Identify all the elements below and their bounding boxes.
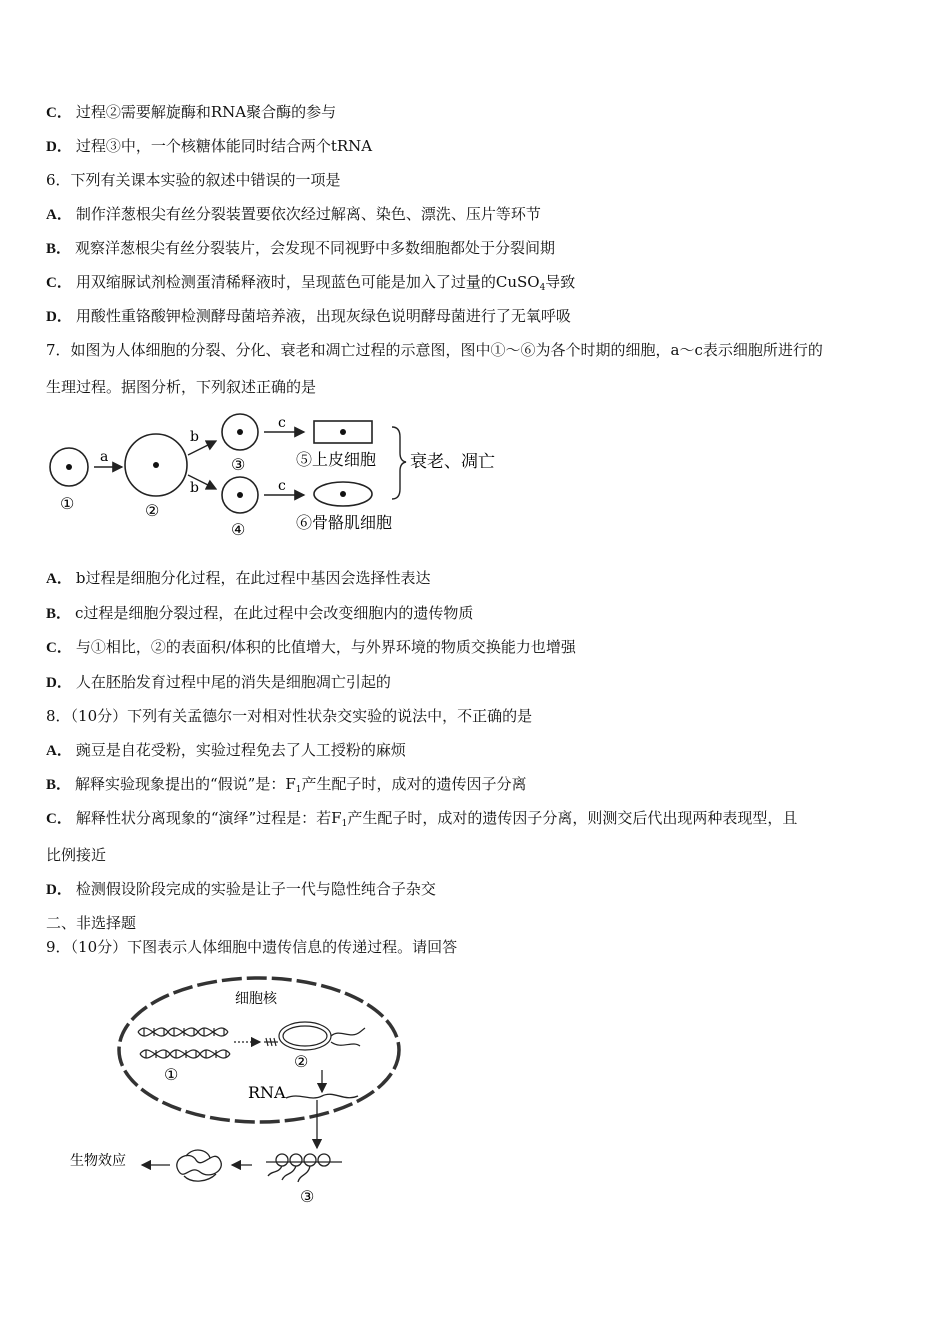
option-letter: C．: [46, 275, 72, 291]
cell-3: [222, 414, 258, 450]
option-letter: B．: [46, 241, 72, 257]
option-text: 过程②需要解旋酶和RNA聚合酶的参与: [75, 103, 337, 121]
brace: [392, 427, 406, 499]
option-text: 过程③中，一个核糖体能同时结合两个tRNA: [75, 137, 373, 155]
option-letter: D．: [46, 882, 72, 898]
option-text: 人在胚胎发育过程中尾的消失是细胞凋亡引起的: [75, 673, 391, 691]
label-2: ②: [294, 1052, 309, 1071]
option-text: 检测假设阶段完成的实验是让子一代与隐性纯合子杂交: [75, 880, 436, 898]
arrow-a-label: a: [100, 449, 109, 465]
option-letter: A．: [46, 743, 72, 759]
option-letter: B．: [46, 606, 72, 622]
option-letter: A．: [46, 571, 72, 587]
cell-fate-diagram: [40, 405, 520, 545]
subscript: 1: [295, 785, 302, 795]
q8-option-c: [46, 808, 797, 834]
option-text: 制作洋葱根尖有丝分裂装置要依次经过解离、染色、漂洗、压片等环节: [75, 205, 541, 223]
cell-1: [50, 448, 88, 486]
q5-option-c: [46, 102, 336, 123]
cell-1-label: ①: [60, 494, 75, 513]
option-text: 观察洋葱根尖有丝分裂装片，会发现不同视野中多数细胞都处于分裂间期: [75, 239, 556, 257]
option-letter: A．: [46, 207, 72, 223]
cell-4: [222, 477, 258, 513]
subscript: 4: [539, 283, 546, 293]
label-1: ①: [164, 1065, 179, 1084]
replication-bubble: [264, 1022, 365, 1050]
option-text: 解释实验现象提出的“假说”是：F: [75, 775, 296, 793]
option-letter: C．: [46, 811, 72, 827]
translation-ribosomes: [266, 1154, 342, 1182]
cell-5-epithelial: [314, 421, 372, 443]
section-title: 二、非选择题: [46, 914, 137, 932]
cell-3-label: ③: [231, 455, 246, 474]
arrow-c-upper-label: c: [278, 415, 286, 431]
option-letter: B．: [46, 777, 72, 793]
option-letter: D．: [46, 309, 72, 325]
label-3: ③: [300, 1187, 315, 1206]
q6-option-a: [46, 204, 541, 225]
q8-option-d: [46, 879, 436, 900]
q6-option-b: [46, 238, 555, 259]
cell-5-label: ⑤上皮细胞: [296, 450, 377, 469]
q8-stem: 8．（10分）下列有关孟德尔一对相对性状杂交实验的说法中，不正确的是: [46, 707, 533, 725]
q5-option-d: [46, 136, 372, 157]
q8-option-a: [46, 740, 406, 761]
rna-strand: [286, 1094, 358, 1098]
q9-stem: 9．（10分）下图表示人体细胞中遗传信息的传递过程。请回答: [46, 938, 458, 956]
nucleus-label: 细胞核: [235, 991, 277, 1007]
q6-option-d: [46, 306, 571, 327]
folded-protein: [177, 1150, 222, 1181]
q7-option-a: [46, 568, 430, 589]
arrow-b-upper-label: b: [190, 429, 199, 445]
subscript: 1: [341, 819, 348, 829]
gene-expression-diagram: [60, 970, 420, 1215]
option-letter: C．: [46, 640, 72, 656]
q7-option-c: [46, 637, 576, 658]
effect-label: 生物效应: [70, 1153, 126, 1169]
option-text: 用双缩脲试剂检测蛋清稀释液时，呈现蓝色可能是加入了过量的CuSO: [75, 273, 540, 291]
q7-stem-line2: 生理过程。据图分析，下列叙述正确的是: [46, 378, 317, 396]
option-text: c过程是细胞分裂过程，在此过程中会改变细胞内的遗传物质: [75, 604, 474, 622]
option-text: 解释性状分离现象的“演绎”过程是：若F: [75, 809, 342, 827]
cell-6-muscle: [314, 482, 372, 506]
q7-option-b: [46, 603, 473, 624]
option-letter: D．: [46, 139, 72, 155]
arrow-c-lower-label: c: [278, 478, 286, 494]
q7-stem-line1: 7．如图为人体细胞的分裂、分化、衰老和凋亡过程的示意图，图中①～⑥为各个时期的细胞，a～c表示细胞所进行的: [46, 341, 823, 359]
fate-label: 衰老、凋亡: [410, 452, 495, 472]
cell-2-label: ②: [145, 501, 160, 520]
dna-double-helix: [138, 1028, 230, 1058]
option-text-tail: 导致: [545, 273, 576, 291]
cell-6-label: ⑥骨骼肌细胞: [296, 513, 393, 532]
option-letter: C．: [46, 105, 72, 121]
rna-label: RNA: [248, 1083, 286, 1102]
option-text: 与①相比，②的表面积/体积的比值增大，与外界环境的物质交换能力也增强: [75, 638, 576, 656]
q8-option-c-line2: 比例接近: [46, 846, 107, 864]
q7-option-d: [46, 672, 391, 693]
cell-2: [125, 434, 187, 496]
q6-option-c: [46, 272, 575, 298]
option-text-tail: 产生配子时，成对的遗传因子分离: [301, 775, 527, 793]
cell-4-label: ④: [231, 520, 246, 539]
option-text: b过程是细胞分化过程，在此过程中基因会选择性表达: [75, 569, 431, 587]
option-text-tail: 产生配子时，成对的遗传因子分离，则测交后代出现两种表现型，且: [347, 809, 798, 827]
option-text: 豌豆是自花受粉，实验过程免去了人工授粉的麻烦: [75, 741, 406, 759]
q6-stem: 6．下列有关课本实验的叙述中错误的一项是: [46, 171, 341, 189]
option-letter: D．: [46, 675, 72, 691]
q8-option-b: [46, 774, 527, 800]
arrow-b-lower-label: b: [190, 480, 199, 496]
option-text: 用酸性重铬酸钾检测酵母菌培养液，出现灰绿色说明酵母菌进行了无氧呼吸: [75, 307, 571, 325]
